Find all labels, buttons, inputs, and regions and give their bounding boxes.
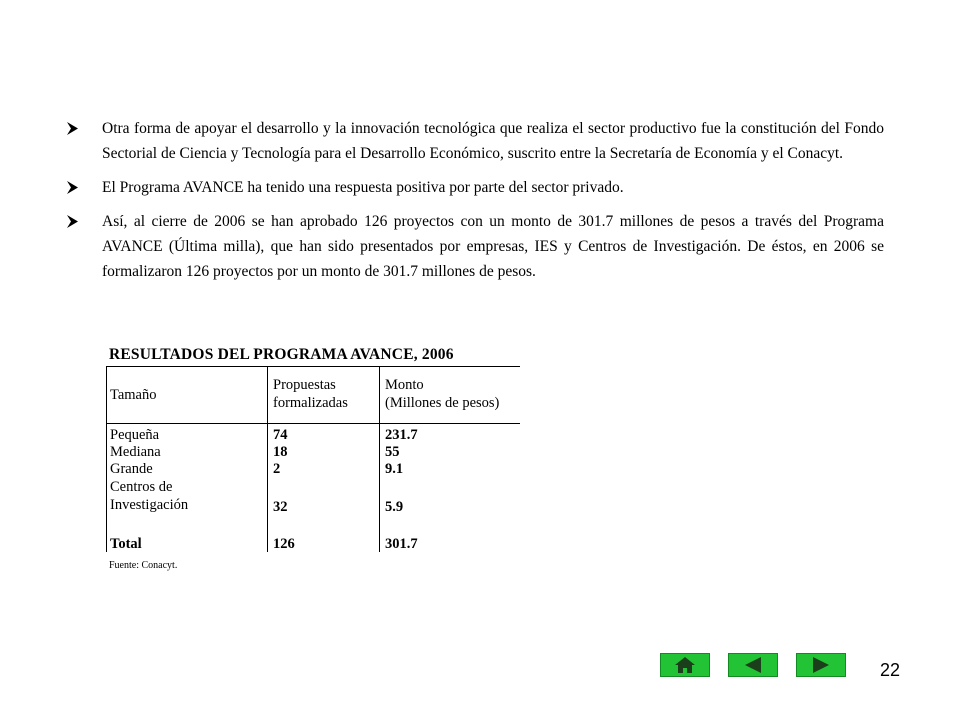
bullet-item [66, 175, 884, 200]
bullet-text: Otra forma de apoyar el desarrollo y la innovación tecnológica que realiza el sector productivo fue la constitución del Fondo Sectorial de Ciencia y Tecnología para el Desarrollo Económico, suscrito entre la Secretaría de Economía y el Conacyt. [102, 120, 884, 162]
header-propuestas-line2: formalizadas [273, 395, 348, 411]
header-tamano: Tamaño [110, 387, 157, 403]
header-propuestas-line1: Propuestas [273, 377, 336, 393]
total-propuestas: 126 [273, 536, 295, 552]
row-monto: 5.9 [385, 499, 404, 515]
row-label: Pequeña [110, 427, 160, 443]
table-col-rule [267, 366, 268, 552]
row-propuestas: 32 [273, 499, 288, 515]
bullet-list [66, 116, 884, 284]
table-title: RESULTADOS DEL PROGRAMA AVANCE, 2006 [109, 346, 454, 363]
bullet-item [66, 209, 884, 284]
arrow-left-icon [743, 656, 763, 674]
arrow-right-icon [811, 656, 831, 674]
row-label: Mediana [110, 444, 161, 460]
row-propuestas: 74 [273, 427, 288, 443]
previous-button[interactable] [728, 653, 778, 677]
row-label-line1: Centros de [110, 479, 173, 495]
table-source: Fuente: Conacyt. [109, 560, 178, 571]
arrow-bullet-icon [66, 215, 79, 228]
row-monto: 9.1 [385, 461, 404, 477]
row-propuestas: 18 [273, 444, 288, 460]
bullet-item [66, 116, 884, 166]
table-top-rule [106, 366, 520, 367]
row-label: Grande [110, 461, 153, 477]
page-number: 22 [880, 660, 901, 680]
arrow-bullet-icon [66, 122, 79, 135]
total-label: Total [110, 536, 142, 552]
bullet-text: Así, al cierre de 2006 se han aprobado 126 proyectos con un monto de 301.7 millones de pesos a través del Programa AVANCE (Última milla), que han sido presentados por empresas, IES y Centros de Investigación. De éstos, en 2006 se formalizaron 126 proyectos por un monto de 301.7 millones de pesos. [102, 213, 884, 280]
total-monto: 301.7 [385, 536, 418, 552]
row-label-line2: Investigación [110, 497, 189, 513]
row-monto: 231.7 [385, 427, 418, 443]
home-button[interactable] [660, 653, 710, 677]
row-propuestas: 2 [273, 461, 281, 477]
header-monto-line1: Monto [385, 377, 424, 393]
next-button[interactable] [796, 653, 846, 677]
home-icon [674, 656, 696, 674]
arrow-bullet-icon [66, 181, 79, 194]
table-header-rule [106, 423, 520, 424]
row-monto: 55 [385, 444, 400, 460]
bullet-text: El Programa AVANCE ha tenido una respuesta positiva por parte del sector privado. [102, 179, 624, 196]
table-left-rule [106, 366, 107, 552]
header-monto-line2: (Millones de pesos) [385, 395, 500, 411]
table-col-rule [379, 366, 380, 552]
